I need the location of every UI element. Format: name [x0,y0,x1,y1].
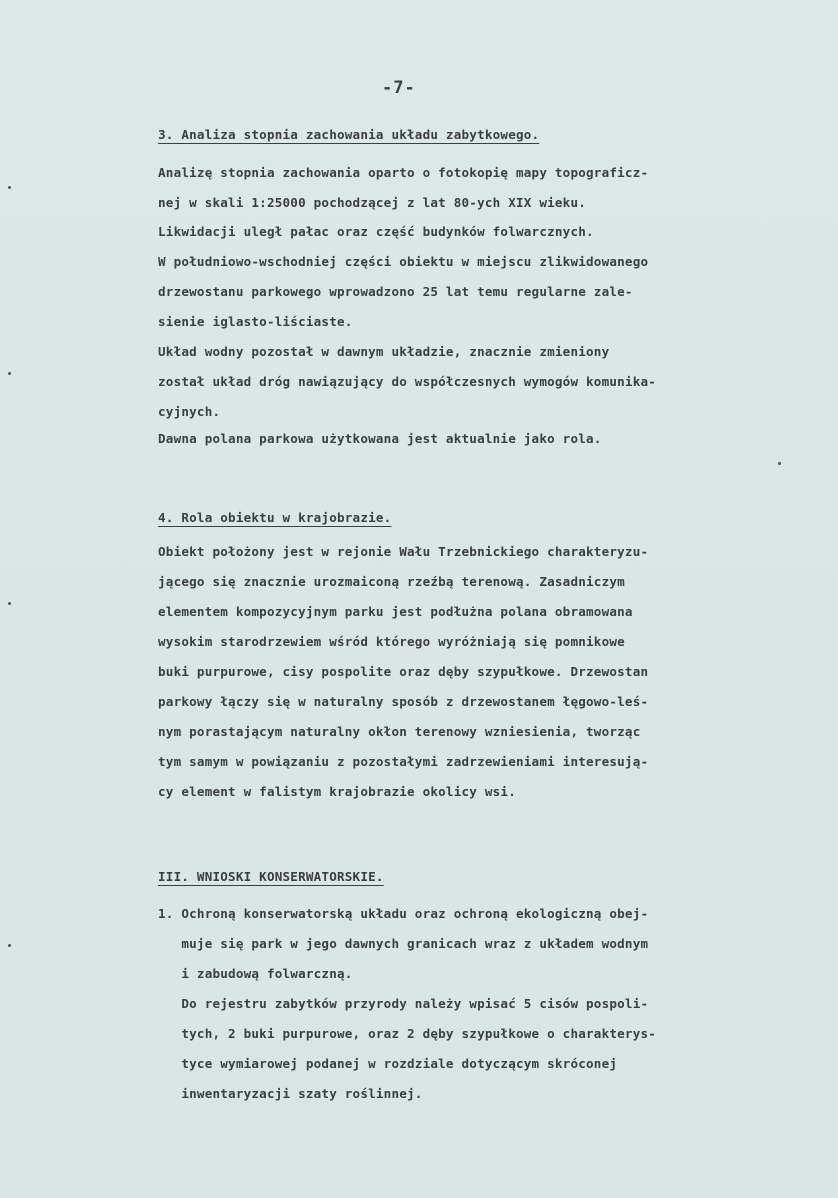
section-4-line: jącego się znacznie urozmaiconą rzeźbą terenową. Zasadniczym [158,574,625,589]
section-4-line: wysokim starodrzewiem wśród którego wyróżniają się pomnikowe [158,634,625,649]
section-4-line: Obiekt położony jest w rejonie Wału Trzebnickiego charakteryzu- [158,544,649,559]
section-3-line: sienie iglasto-liściaste. [158,314,353,329]
section-4-heading: 4. Rola obiektu w krajobrazie. [158,510,392,525]
section-3-line: W południowo-wschodniej części obiektu w miejscu zlikwidowanego [158,254,649,269]
section-3-line: nej w skali 1:25000 pochodzącej z lat 80-ych XIX wieku. [158,195,587,210]
punch-hole-mark [778,462,781,465]
section-4-line: cy element w falistym krajobrazie okolicy wsi. [158,784,516,799]
punch-hole-mark [8,944,11,947]
section-4-line: parkowy łączy się w naturalny sposób z drzewostanem łęgowo-leś- [158,694,649,709]
conclusions-line: Do rejestru zabytków przyrody należy wpisać 5 cisów pospoli- [158,996,649,1011]
page-number: -7- [382,78,416,98]
section-3-heading: 3. Analiza stopnia zachowania układu zabytkowego. [158,127,540,142]
conclusions-line: i zabudową folwarczną. [158,966,353,981]
section-3-line: został układ dróg nawiązujący do współczesnych wymogów komunika- [158,374,657,389]
conclusions-line: inwentaryzacji szaty roślinnej. [158,1086,423,1101]
conclusions-line: tyce wymiarowej podanej w rozdziale dotyczącym skróconej [158,1056,618,1071]
punch-hole-mark [8,186,11,189]
section-3-line: cyjnych. [158,404,221,419]
section-3-line: Analizę stopnia zachowania oparto o fotokopię mapy topograficz- [158,165,649,180]
section-3-line: Dawna polana parkowa użytkowana jest aktualnie jako rola. [158,431,602,446]
conclusions-heading: III. WNIOSKI KONSERWATORSKIE. [158,869,384,884]
section-4-line: buki purpurowe, cisy pospolite oraz dęby szypułkowe. Drzewostan [158,664,649,679]
punch-hole-mark [8,372,11,375]
conclusions-line: muje się park w jego dawnych granicach wraz z układem wodnym [158,936,649,951]
section-3-line: Likwidacji uległ pałac oraz część budynków folwarcznych. [158,224,594,239]
conclusions-line: tych, 2 buki purpurowe, oraz 2 dęby szypułkowe o charakterys- [158,1026,657,1041]
section-3-line: Układ wodny pozostał w dawnym układzie, znacznie zmieniony [158,344,610,359]
conclusions-line: 1. Ochroną konserwatorską układu oraz ochroną ekologiczną obej- [158,906,649,921]
section-4-line: elementem kompozycyjnym parku jest podłużna polana obramowana [158,604,633,619]
punch-hole-mark [8,602,11,605]
section-4-line: nym porastającym naturalny okłon terenowy wzniesienia, tworząc [158,724,641,739]
section-3-line: drzewostanu parkowego wprowadzono 25 lat temu regularne zale- [158,284,633,299]
section-4-line: tym samym w powiązaniu z pozostałymi zadrzewieniami interesują- [158,754,649,769]
